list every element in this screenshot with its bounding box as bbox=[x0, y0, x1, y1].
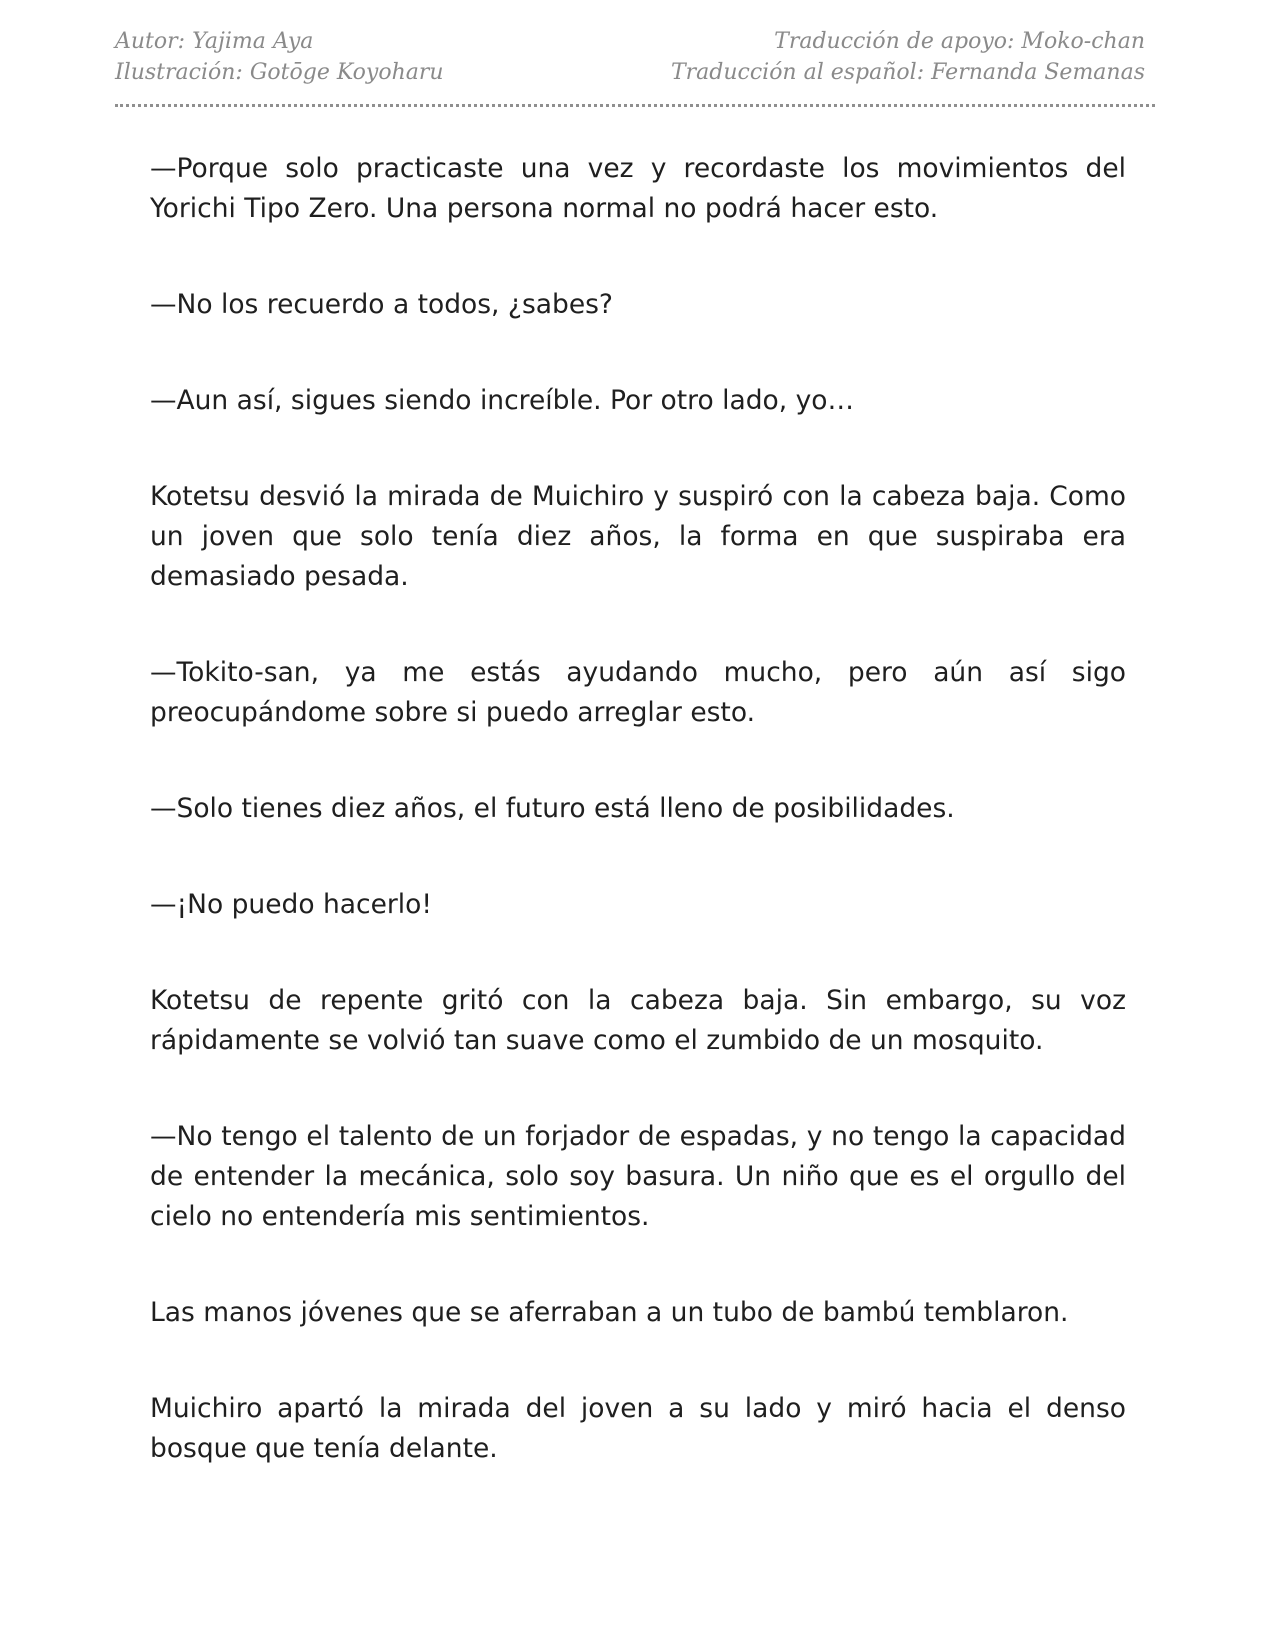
paragraph: Kotetsu de repente gritó con la cabeza baja. Sin embargo, su voz rápidamente se volvió tan suave como el zumbido de un mosquito. bbox=[150, 985, 1126, 1056]
paragraph: Las manos jóvenes que se aferraban a un tubo de bambú temblaron. bbox=[150, 1297, 1069, 1328]
paragraph: Kotetsu desvió la mirada de Muichiro y suspiró con la cabeza baja. Como un joven que solo tenía diez años, la forma en que suspiraba era demasiado pesada. bbox=[150, 481, 1126, 592]
paragraph: —No los recuerdo a todos, ¿sabes? bbox=[150, 289, 613, 320]
paragraph: —Aun así, sigues siendo increíble. Por otro lado, yo… bbox=[150, 385, 854, 416]
paragraph: —Porque solo practicaste una vez y recordaste los movimientos del Yorichi Tipo Zero. Una persona normal no podrá hacer esto. bbox=[150, 153, 1126, 224]
header-row-top bbox=[115, 26, 1145, 57]
story-body bbox=[150, 149, 1126, 1525]
illustration-credit: Ilustración: Gotōge Koyoharu bbox=[115, 60, 444, 85]
author-credit: Autor: Yajima Aya bbox=[115, 29, 314, 54]
paragraph: —No tengo el talento de un forjador de espadas, y no tengo la capacidad de entender la mecánica, solo soy basura. Un niño que es el orgullo del cielo no entendería mis sentimientos. bbox=[150, 1121, 1126, 1232]
header-divider bbox=[115, 104, 1155, 107]
paragraph: —Solo tienes diez años, el futuro está lleno de posibilidades. bbox=[150, 793, 955, 824]
spanish-translation-credit: Traducción al español: Fernanda Semanas bbox=[670, 60, 1145, 85]
paragraph: Muichiro apartó la mirada del joven a su lado y miró hacia el denso bosque que tenía delante. bbox=[150, 1393, 1126, 1464]
page-header bbox=[115, 26, 1145, 88]
paragraph: —¡No puedo hacerlo! bbox=[150, 889, 432, 920]
support-translation-credit: Traducción de apoyo: Moko-chan bbox=[774, 29, 1145, 54]
paragraph: —Tokito-san, ya me estás ayudando mucho, pero aún así sigo preocupándome sobre si puedo arreglar esto. bbox=[150, 657, 1126, 728]
header-row-bottom bbox=[115, 57, 1145, 88]
